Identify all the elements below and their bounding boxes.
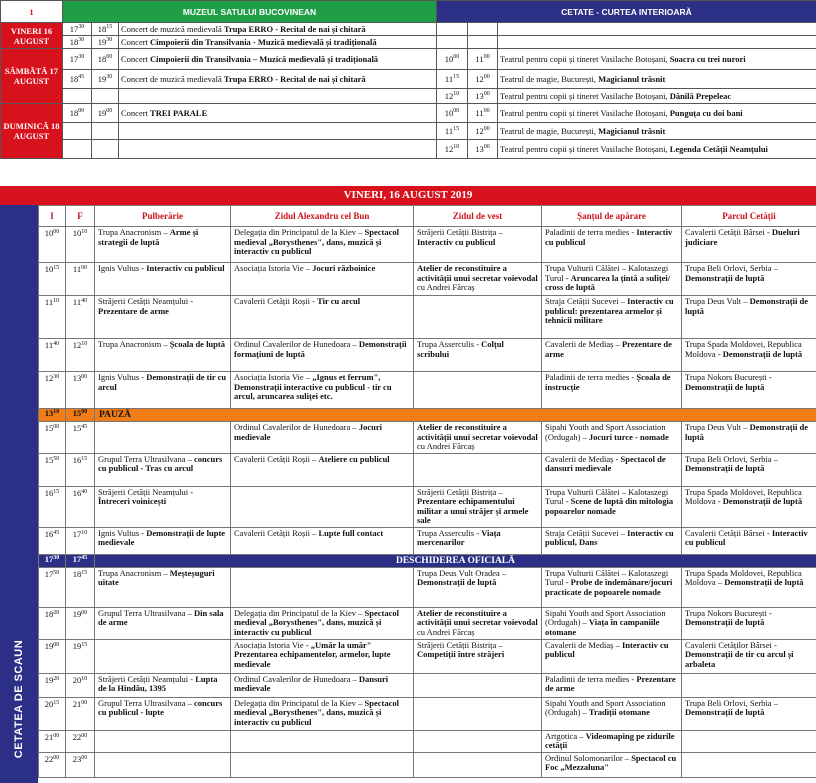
start-time: $19^{20}$ — [39, 673, 66, 697]
pause-row — [39, 409, 816, 422]
top-row — [1, 123, 816, 140]
program-row — [39, 607, 816, 639]
end-time — [92, 140, 119, 159]
event-cell: Trupa Nokors București - Demonstrații de luptă — [682, 372, 816, 409]
end-time: $19^{30}$ — [92, 36, 119, 49]
event-cell: Cavalerii de Mediaș – Interactiv cu publicul — [542, 639, 682, 673]
event-cell: Străjerii Cetății Bistrița – Prezentare echipamentului militar a unui străjer și armele sale — [414, 486, 542, 527]
event-cell: Trupa Asserculis - Viața mercenarilor — [414, 527, 542, 554]
event-cell: Atelier de reconstituire a activității unui secretar voievodal cu Andrei Fărcaș — [414, 607, 542, 639]
end-time — [468, 23, 498, 36]
event-cell: Concert Cimpoierii din Transilvania – Muzică medievală și tradițională — [119, 49, 437, 70]
start-time: $18^{45}$ — [63, 70, 92, 89]
event-cell: Teatrul pentru copii și tineret Vasilache Botoșani, Legenda Cetății Neamțului — [498, 140, 816, 159]
start-time: $16^{45}$ — [39, 527, 66, 554]
end-time: $11^{00}$ — [468, 104, 498, 123]
event-cell: Atelier de reconstituire a activității unui secretar voievodal cu Andrei Fărcaș — [414, 263, 542, 296]
opening-row — [39, 554, 816, 567]
event-cell: Asociația Istoria Vie – „Ignus et ferrum", Demonstrații interactive cu publicul - tir cu arcul, aruncarea suliței etc. — [231, 372, 414, 409]
event-cell: Trupa Beli Orlovi, Serbia – Demonstrații de luptă — [682, 263, 816, 296]
end-time: $17^{45}$ — [66, 554, 95, 567]
start-time: $10^{00}$ — [437, 49, 468, 70]
start-time: $22^{00}$ — [39, 752, 66, 777]
event-cell: Trupa Deus Vult Oradea – Demonstrații de luptă — [414, 567, 542, 607]
event-cell: Trupa Asserculis - Colțul scribului — [414, 339, 542, 372]
event-cell: Concert Cimpoierii din Transilvania - Muzică medievală și tradițională — [119, 36, 437, 49]
end-time: $11^{00}$ — [468, 49, 498, 70]
top-row — [1, 49, 816, 70]
event-cell — [682, 752, 816, 777]
event-cell: Trupa Nokors București - Demonstrații de luptă — [682, 607, 816, 639]
day-label: DUMINICĂ 18 AUGUST — [1, 104, 63, 159]
end-time: $18^{00}$ — [92, 49, 119, 70]
event-cell — [414, 372, 542, 409]
event-cell — [414, 730, 542, 752]
start-time: $11^{40}$ — [39, 339, 66, 372]
end-time: $13^{00}$ — [468, 89, 498, 104]
event-cell: Străjerii Cetății Bistrița – Competiții între străjeri — [414, 639, 542, 673]
start-time — [63, 89, 92, 104]
event-cell — [414, 296, 542, 339]
end-time: $23^{00}$ — [66, 752, 95, 777]
top-row — [1, 23, 816, 36]
start-time: $10^{15}$ — [39, 263, 66, 296]
column-header: I — [39, 206, 66, 227]
event-cell: Străjerii Cetății Neamțului - Întreceri voinicești — [95, 486, 231, 527]
start-time: $15^{50}$ — [39, 453, 66, 486]
event-cell: Concert de muzică medievală Trupa ERRO - Recital de nai și chitară — [119, 70, 437, 89]
program-row — [39, 486, 816, 527]
program-row — [39, 263, 816, 296]
start-time: $12^{10}$ — [437, 140, 468, 159]
event-cell: Cavalerii de Mediaș - Spectacol de dansuri medievale — [542, 453, 682, 486]
top-row — [1, 104, 816, 123]
event-cell — [498, 36, 816, 49]
event-cell: Străjerii Cetății Bistrița – Interactiv cu publicul — [414, 227, 542, 263]
program-row — [39, 639, 816, 673]
program-row — [39, 673, 816, 697]
program-table — [38, 205, 816, 778]
event-cell — [231, 752, 414, 777]
day-banner: VINERI, 16 AUGUST 2019 — [0, 186, 816, 205]
event-cell: Trupa Spada Moldovei, Republica Moldova – Demonstrații de luptă — [682, 567, 816, 607]
event-cell: Concert TREI PARALE — [119, 104, 437, 123]
end-time: $19^{15}$ — [66, 639, 95, 673]
venue-left-title: MUZEUL SATULUI BUCOVINEAN — [63, 1, 437, 23]
end-time: $13^{00}$ — [468, 140, 498, 159]
program-row — [39, 527, 816, 554]
event-cell — [682, 673, 816, 697]
band-label: DESCHIDEREA OFICIALĂ — [95, 554, 816, 567]
event-cell — [498, 23, 816, 36]
event-cell: Străjerii Cetății Neamțului - Prezentare de arme — [95, 296, 231, 339]
start-time: $19^{00}$ — [39, 639, 66, 673]
band-label: PAUZĂ — [95, 409, 816, 422]
event-cell: Sipahi Youth and Sport Association (Ordugah) – Tradiții otomane — [542, 697, 682, 730]
event-cell: Asociația Istoria Vie - „Umăr la umăr" Prezentarea echipamentelor, armelor, lupte medievale — [231, 639, 414, 673]
program-row — [39, 730, 816, 752]
event-cell: Concert de muzică medievală Trupa ERRO - Recital de nai și chitară — [119, 23, 437, 36]
event-cell: Straja Cetății Sucevei – Interactiv cu publicul: prezentarea armelor și tehnicii militare — [542, 296, 682, 339]
end-time: $10^{10}$ — [66, 227, 95, 263]
event-cell: Ignis Vultus - Interactiv cu publicul — [95, 263, 231, 296]
event-cell: Ordinul Cavalerilor de Hunedoara – Jocuri medievale — [231, 422, 414, 454]
event-cell: Paladinii de terra medies - Școala de instrucție — [542, 372, 682, 409]
event-cell: Trupa Spada Moldovei, Republica Moldova - Demonstrații de luptă — [682, 486, 816, 527]
program-row — [39, 697, 816, 730]
event-cell: Cavalerii Cetății Bârsei - Dueluri judiciare — [682, 227, 816, 263]
event-cell: Trupa Anacronism – Școala de luptă — [95, 339, 231, 372]
start-time: $10^{00}$ — [437, 104, 468, 123]
event-cell — [414, 697, 542, 730]
column-header: Pulberărie — [95, 206, 231, 227]
end-time: $16^{40}$ — [66, 486, 95, 527]
end-time: $19^{00}$ — [92, 104, 119, 123]
column-header: Parcul Cetății — [682, 206, 816, 227]
event-cell — [95, 730, 231, 752]
end-time: $11^{00}$ — [66, 263, 95, 296]
program-row — [39, 296, 816, 339]
event-cell: Teatrul pentru copii și tineret Vasilache Botoșani, Dănilă Prepeleac — [498, 89, 816, 104]
top-row — [1, 140, 816, 159]
event-cell: Ignis Vultus - Demonstrații de lupte medievale — [95, 527, 231, 554]
venue-right-title: CETATE - CURTEA INTERIOARĂ — [437, 1, 816, 23]
start-time: $16^{15}$ — [39, 486, 66, 527]
start-time: $11^{10}$ — [39, 296, 66, 339]
end-time: $17^{10}$ — [66, 527, 95, 554]
event-cell — [231, 486, 414, 527]
event-cell: Cavalerii Cetăților Bârsei - Demonstrații de tir cu arcul și arbaleta — [682, 639, 816, 673]
end-time: $18^{15}$ — [92, 23, 119, 36]
event-cell: Ordinul Cavalerilor de Hunedoara – Dansuri medievale — [231, 673, 414, 697]
end-time: $19^{00}$ — [66, 607, 95, 639]
event-cell: Străjerii Cetății Neamțului - Lupta de la Hindău, 1395 — [95, 673, 231, 697]
top-row — [1, 89, 816, 104]
top-row — [1, 36, 816, 49]
start-time: $17^{30}$ — [39, 554, 66, 567]
side-label: CETATEA DE SCAUN — [13, 639, 25, 759]
start-time: $20^{15}$ — [39, 697, 66, 730]
column-header: F — [66, 206, 95, 227]
end-time — [92, 89, 119, 104]
event-cell — [231, 730, 414, 752]
top-schedule-table — [0, 0, 816, 159]
event-cell: Trupa Vulturii Călătei – Kalotaszegi Turul - Probe de îndemânare/jocuri practicate de popoarele nomade — [542, 567, 682, 607]
event-cell — [414, 453, 542, 486]
event-cell: Trupa Spada Moldovei, Republica Moldova - Demonstrații de luptă — [682, 339, 816, 372]
end-time: $13^{00}$ — [66, 372, 95, 409]
event-cell: Cavalerii Cetății Roșii – Ateliere cu publicul — [231, 453, 414, 486]
event-cell: Straja Cetății Sucevei – Interactiv cu publicul, Dans — [542, 527, 682, 554]
end-time: $15^{00}$ — [66, 409, 95, 422]
end-time — [468, 36, 498, 49]
end-time: $12^{00}$ — [468, 123, 498, 140]
start-time: $17^{30}$ — [63, 23, 92, 36]
event-cell: Cavalerii Cetății Roșii – Lupte full contact — [231, 527, 414, 554]
program-row — [39, 372, 816, 409]
event-cell: Teatrul de magie, București, Magicianul trăsnit — [498, 123, 816, 140]
start-time: $18^{30}$ — [63, 36, 92, 49]
end-time: $18^{15}$ — [66, 567, 95, 607]
end-time — [92, 123, 119, 140]
event-cell — [231, 567, 414, 607]
event-cell — [95, 639, 231, 673]
event-cell: Delegația din Principatul de la Kiev – Spectacol medieval „Borysthenes", dans, muzică și interactiv cu publicul — [231, 697, 414, 730]
event-cell: Delegația din Principatul de la Kiev – Spectacol medieval „Borysthenes", dans, muzică și interactiv cu publicul — [231, 227, 414, 263]
start-time: $17^{50}$ — [39, 567, 66, 607]
end-time: $20^{10}$ — [66, 673, 95, 697]
start-time: $17^{30}$ — [63, 49, 92, 70]
start-time — [63, 123, 92, 140]
start-time: $15^{00}$ — [39, 422, 66, 454]
event-cell: Grupul Terra Ultrasilvana – concurs cu publicul - lupte — [95, 697, 231, 730]
event-cell: Trupa Deus Vult – Demonstrații de luptă — [682, 296, 816, 339]
end-time: $15^{45}$ — [66, 422, 95, 454]
start-time — [63, 140, 92, 159]
start-time — [437, 36, 468, 49]
event-cell — [119, 140, 437, 159]
event-cell — [95, 422, 231, 454]
page-number: 1 — [1, 1, 63, 23]
event-cell: Cavalerii de Mediaș – Prezentare de arme — [542, 339, 682, 372]
event-cell: Sipahi Youth and Sport Association (Ordugah) – Jocuri turce - nomade — [542, 422, 682, 454]
end-time: $12^{10}$ — [66, 339, 95, 372]
event-cell: Ignis Vultus - Demonstrații de tir cu arcul — [95, 372, 231, 409]
day-label: VINERI 16 AUGUST — [1, 23, 63, 49]
event-cell: Cavalerii Cetății Bârsei - Interactiv cu publicul — [682, 527, 816, 554]
program-row — [39, 453, 816, 486]
top-row — [1, 70, 816, 89]
event-cell: Atelier de reconstituire a activității unui secretar voievodal cu Andrei Fărcaș — [414, 422, 542, 454]
end-time: $22^{00}$ — [66, 730, 95, 752]
event-cell: Trupa Vulturii Călătei – Kalotaszegi Turul - Scene de luptă din mitologia popoarelor nomade — [542, 486, 682, 527]
event-cell: Delegația din Principatul de la Kiev – Spectacol medieval „Borysthenes", dans, muzică și interactiv cu publicul — [231, 607, 414, 639]
event-cell: Trupa Beli Orlovi, Serbia – Demonstrații de luptă — [682, 453, 816, 486]
event-cell: Trupa Beli Orlovi, Serbia – Demonstrații de luptă — [682, 697, 816, 730]
event-cell: Ordinul Solomonarilor – Spectacol cu Foc „Mezzaluna" — [542, 752, 682, 777]
start-time: $11^{15}$ — [437, 123, 468, 140]
end-time: $16^{15}$ — [66, 453, 95, 486]
end-time: $21^{00}$ — [66, 697, 95, 730]
start-time: $12^{30}$ — [39, 372, 66, 409]
end-time: $19^{30}$ — [92, 70, 119, 89]
event-cell: Grupul Terra Ultrasilvana – concurs cu publicul - Tras cu arcul — [95, 453, 231, 486]
event-cell — [414, 673, 542, 697]
event-cell: Trupa Anacronism – Arme și strategii de luptă — [95, 227, 231, 263]
start-time: $10^{00}$ — [39, 227, 66, 263]
event-cell: Grupul Terra Ultrasilvana – Din sala de arme — [95, 607, 231, 639]
side-bar — [0, 205, 38, 783]
event-cell: Paladinii de terra medies - Interactiv cu publicul — [542, 227, 682, 263]
event-cell: Teatrul de magie, București, Magicianul trăsnit — [498, 70, 816, 89]
event-cell: Paladinii de terra medies - Prezentare de arme — [542, 673, 682, 697]
start-time: $13^{10}$ — [39, 409, 66, 422]
program-row — [39, 227, 816, 263]
event-cell: Teatrul pentru copii și tineret Vasilache Botoșani, Soacra cu trei nurori — [498, 49, 816, 70]
program-row — [39, 422, 816, 454]
program-row — [39, 339, 816, 372]
start-time: $12^{10}$ — [437, 89, 468, 104]
start-time: $11^{15}$ — [437, 70, 468, 89]
program-row — [39, 567, 816, 607]
start-time: $21^{00}$ — [39, 730, 66, 752]
event-cell: Teatrul pentru copii și tineret Vasilache Botoșani, Punguța cu doi bani — [498, 104, 816, 123]
start-time: $18^{00}$ — [63, 104, 92, 123]
event-cell: Trupa Deus Vult – Demonstrații de luptă — [682, 422, 816, 454]
end-time: $12^{00}$ — [468, 70, 498, 89]
event-cell — [682, 730, 816, 752]
event-cell — [414, 752, 542, 777]
event-cell: Artgotica – Videomaping pe zidurile cetății — [542, 730, 682, 752]
event-cell: Trupa Vulturii Călătei – Kalotaszegi Turul - Aruncarea la țintă a suliței/ cross de luptă — [542, 263, 682, 296]
event-cell — [95, 752, 231, 777]
event-cell: Asociația Istoria Vie – Jocuri războinice — [231, 263, 414, 296]
column-header: Zidul de vest — [414, 206, 542, 227]
event-cell: Cavalerii Cetății Roșii - Tir cu arcul — [231, 296, 414, 339]
event-cell — [119, 123, 437, 140]
event-cell — [119, 89, 437, 104]
program-header-row — [39, 206, 816, 227]
event-cell: Ordinul Cavalerilor de Hunedoara – Demonstrații formațiuni de luptă — [231, 339, 414, 372]
start-time — [437, 23, 468, 36]
event-cell: Sipahi Youth and Sport Association (Ordugah) – Viața în campaniile otomane — [542, 607, 682, 639]
column-header: Zidul Alexandru cel Bun — [231, 206, 414, 227]
program-row — [39, 752, 816, 777]
column-header: Șanțul de apărare — [542, 206, 682, 227]
event-cell: Trupa Anacronism – Meșteșuguri uitate — [95, 567, 231, 607]
start-time: $18^{20}$ — [39, 607, 66, 639]
day-label: SÂMBĂTĂ 17 AUGUST — [1, 49, 63, 104]
end-time: $11^{40}$ — [66, 296, 95, 339]
